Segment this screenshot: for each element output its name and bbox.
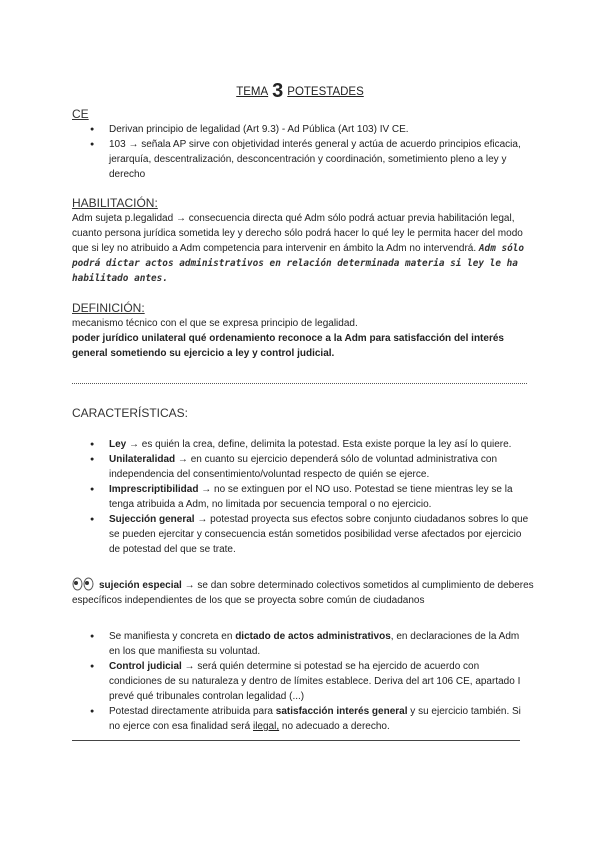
final-list [90, 629, 530, 734]
item-term: dictado de actos administrativos [235, 631, 391, 642]
title-text: POTESTADES [287, 86, 364, 98]
item-text: no adecuado a derecho. [279, 721, 390, 732]
dashed-divider [72, 740, 520, 741]
definicion-line1: mecanismo técnico con el que se expresa principio de legalidad. [72, 318, 358, 329]
list-item [90, 452, 530, 482]
page-title [0, 78, 600, 101]
item-text: → en cuanto su ejercicio dependerá sólo de voluntad administrativa con independencia del consentimiento/voluntad respecto de quién se ejerce. [109, 454, 498, 480]
item-term: Unilateralidad [109, 454, 176, 465]
dotted-divider [72, 383, 527, 384]
list-item [90, 482, 530, 512]
item-term: Control judicial [109, 661, 182, 672]
title-prefix: TEMA [236, 86, 269, 98]
list-item [90, 704, 530, 734]
sujecion-especial-paragraph [72, 578, 542, 608]
list-item [90, 659, 530, 704]
list-item: ● Derivan principio de legalidad (Art 9.3) - Ad Pública (Art 103) IV CE. [90, 122, 530, 137]
item-text: → será quién determine si potestad se ha ejercido de acuerdo con condiciones de su naturaleza y dentro de límites establece. Deriva del art 106 CE, apartado I prevé qué tribunales controlan legalidad (...) [109, 661, 521, 702]
caracteristicas-list [90, 437, 530, 557]
item-text: y su ejercicio también. Si no ejerce con esa finalidad será [109, 706, 521, 732]
item-text: , en declaraciones de la Adm en los que manifiesta su voluntad. [109, 631, 520, 657]
habilitacion-emphasis: Adm sólo podrá dictar actos administrativos en relación determinada materia si ley le ha habilitado antes. [72, 243, 525, 284]
habilitacion-text: Adm sujeta p.legalidad → consecuencia directa qué Adm sólo podrá actuar previa habilitación legal, cuanto persona jurídica sometida ley y derecho sólo podrá hacer lo qué ley le permita hacer del modo que si ley no atribuido a Adm competencia para intervenir en ámbito la Adm no intervendrá. [72, 213, 523, 254]
definicion-line2: poder jurídico unilateral qué ordenamiento reconoce a la Adm para satisfacción del interés general sometiendo su ejercicio a ley y control judicial. [72, 333, 504, 359]
especial-term: sujeción especial [99, 580, 182, 591]
ce-list [90, 122, 530, 182]
item-text: → no se extinguen por el NO uso. Potestad se tiene mientras ley se la tenga atribuida a Adm, no limitada por secuencia temporal o no ejercicio. [109, 484, 513, 510]
list-item [90, 512, 530, 557]
list-item: ● 103 → señala AP sirve con objetividad interés general y actúa de acuerdo principios eficacia, jerarquía, descentralización, desconcentración y coordinación, sometimiento pleno a ley y derecho [90, 137, 530, 182]
item-text: Potestad directamente atribuida para [109, 706, 276, 717]
item-term: Ley [109, 439, 127, 450]
caracteristicas-heading: CARACTERÍSTICAS: [72, 406, 189, 420]
item-term: satisfacción interés general [275, 706, 408, 717]
item-text: Se manifiesta y concreta en [109, 631, 236, 642]
item-underlined: ilegal, [252, 721, 280, 732]
item-term: Imprescriptibilidad [109, 484, 199, 495]
habilitacion-paragraph [72, 211, 532, 286]
especial-text: → se dan sobre determinado colectivos sometidos al cumplimiento de deberes específicos independientes de los que se proyecta sobre común de ciudadanos [72, 580, 534, 606]
item-text: → potestad proyecta sus efectos sobre conjunto ciudadanos sobres lo que se pueden ejercitar y consecuencia están sometidos posibilidad verse afectados por ejercicio de potestad del que se trate. [109, 514, 529, 555]
habilitacion-heading: HABILITACIÓN: [72, 196, 158, 210]
item-term: Sujección general [109, 514, 195, 525]
list-item [90, 437, 530, 452]
list-item [90, 629, 530, 659]
ce-heading: CE [72, 107, 89, 121]
title-number: 3 [272, 80, 284, 102]
item-text: → es quién la crea, define, delimita la potestad. Esta existe porque la ley así lo quiere. [126, 439, 512, 450]
definicion-heading: DEFINICIÓN: [72, 301, 145, 315]
